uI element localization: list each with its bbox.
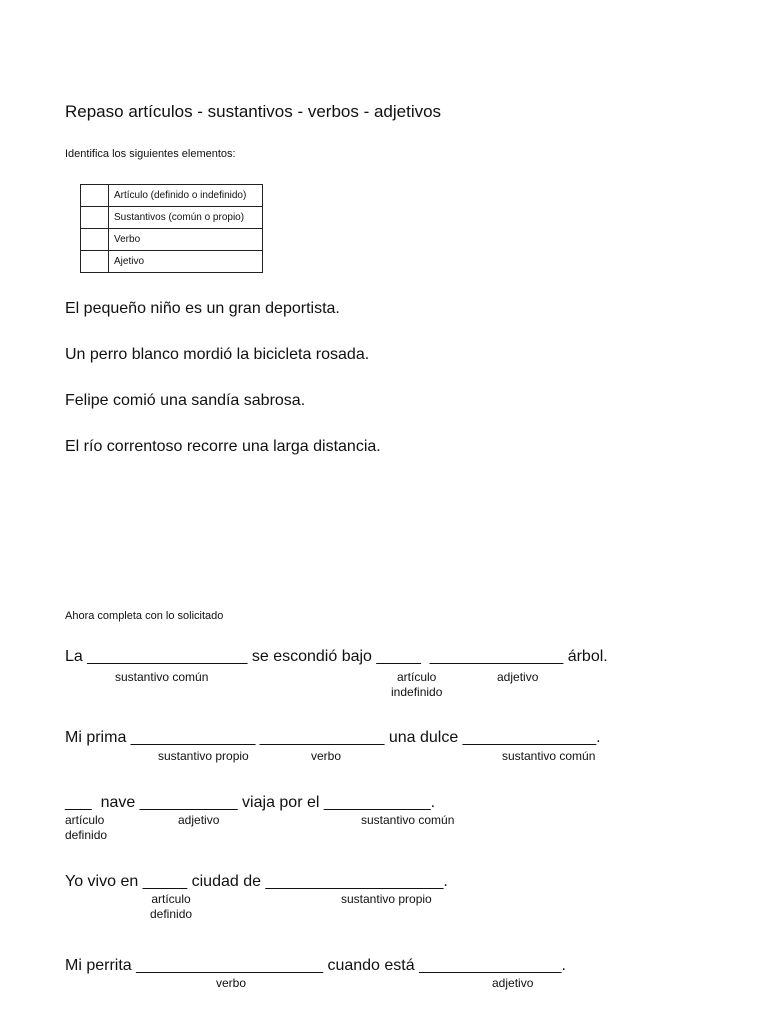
- complete-instruction: Ahora completa con lo solicitado: [65, 610, 224, 622]
- exercise-hint: verbo: [216, 976, 247, 990]
- exercise-line: La __________________ se escondió bajo _____ _______________ árbol.: [65, 648, 608, 665]
- legend-row: [81, 229, 263, 251]
- legend-label: Ajetivo: [109, 251, 263, 273]
- legend-row: [81, 251, 263, 273]
- exercise-hint: artículo definido: [150, 892, 193, 921]
- legend-label: Sustantivos (común o propio): [109, 207, 263, 229]
- legend-checkbox-cell[interactable]: [81, 207, 109, 229]
- sentence: Felipe comió una sandía sabrosa.: [65, 392, 306, 409]
- legend-row: [81, 185, 263, 207]
- instruction-text: Identifica los siguientes elementos:: [65, 148, 236, 160]
- exercise-hint: sustantivo común: [361, 813, 455, 827]
- exercise-hint: adjetivo: [497, 670, 539, 684]
- exercise-hint: adjetivo: [178, 813, 220, 827]
- sentence: Un perro blanco mordió la bicicleta rosada.: [65, 346, 370, 363]
- exercise-hint: artículo indefinido: [391, 670, 443, 699]
- legend-label: Verbo: [109, 229, 263, 251]
- legend-checkbox-cell[interactable]: [81, 229, 109, 251]
- exercise-hint: artículo definido: [65, 813, 108, 842]
- exercise-hint: verbo: [311, 749, 342, 763]
- exercise-line: Yo vivo en _____ ciudad de ____________________.: [65, 873, 448, 890]
- exercise-hint: sustantivo propio: [158, 749, 249, 763]
- legend-checkbox-cell[interactable]: [81, 251, 109, 273]
- legend-label: Artículo (definido o indefinido): [109, 185, 263, 207]
- page-title: Repaso artículos - sustantivos - verbos - adjetivos: [65, 102, 442, 121]
- legend-checkbox-cell[interactable]: [81, 185, 109, 207]
- legend-table: [80, 184, 263, 273]
- exercise-hint: sustantivo común: [502, 749, 596, 763]
- exercise-hint: sustantivo propio: [341, 892, 432, 906]
- exercise-hint: sustantivo común: [115, 670, 209, 684]
- exercise-line: Mi perrita _____________________ cuando está ________________.: [65, 957, 566, 974]
- exercise-line: Mi prima ______________ ______________ una dulce _______________.: [65, 729, 601, 746]
- exercise-line: ___ nave ___________ viaja por el ____________.: [65, 794, 436, 811]
- exercise-hint: adjetivo: [492, 976, 534, 990]
- sentence: El río correntoso recorre una larga distancia.: [65, 438, 381, 455]
- sentence: El pequeño niño es un gran deportista.: [65, 300, 340, 317]
- legend-row: [81, 207, 263, 229]
